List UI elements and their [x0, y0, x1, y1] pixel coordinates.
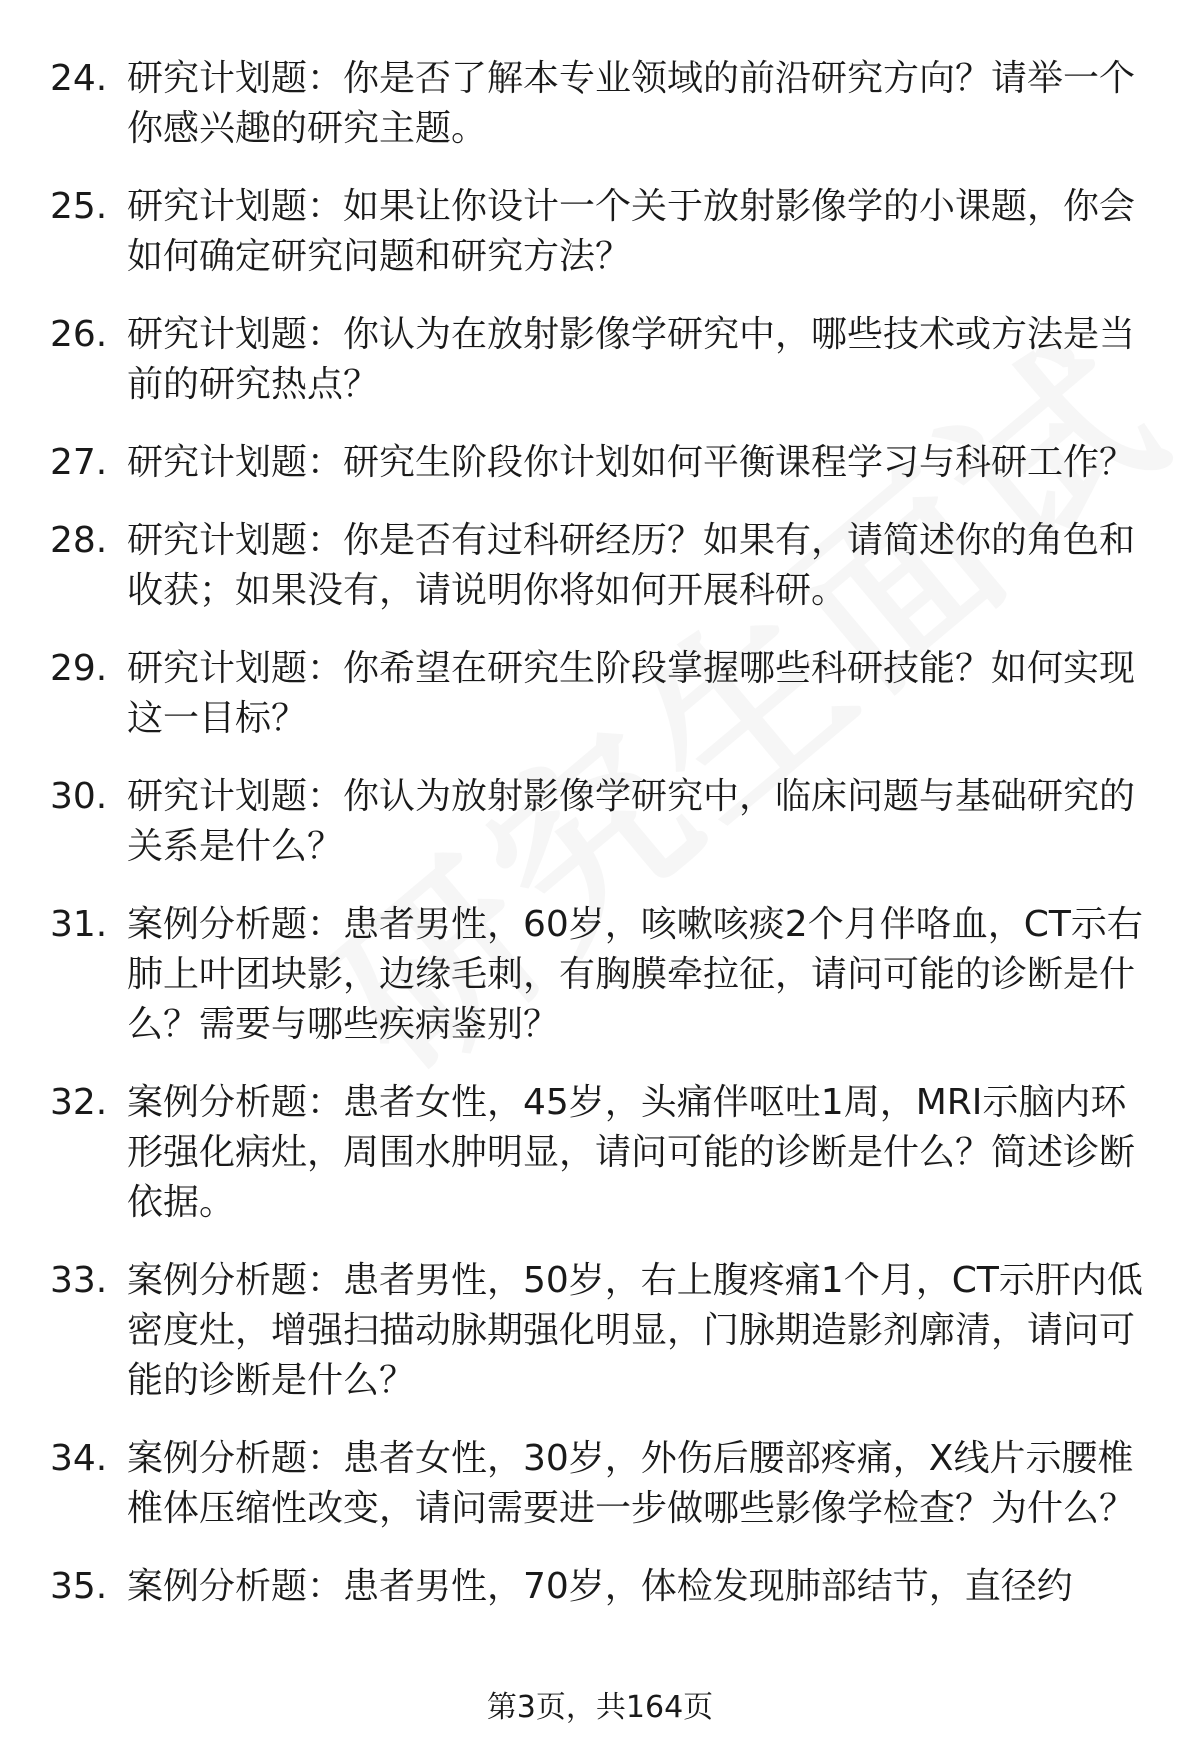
- question-text: 研究计划题：如果让你设计一个关于放射影像学的小课题，你会如何确定研究问题和研究方法？: [127, 186, 1136, 277]
- question-number: 25.: [50, 186, 108, 227]
- question-text: 研究计划题：你希望在研究生阶段掌握哪些科研技能？如何实现这一目标？: [127, 648, 1136, 739]
- question-text: 案例分析题：患者男性，60岁，咳嗽咳痰2个月伴咯血，CT示右肺上叶团块影，边缘毛刺，有胸膜牵拉征，请问可能的诊断是什么？需要与哪些疾病鉴别？: [127, 904, 1143, 1045]
- question-item: [50, 1434, 1160, 1534]
- question-text: 研究计划题：你认为放射影像学研究中，临床问题与基础研究的关系是什么？: [127, 776, 1136, 867]
- question-text: 研究计划题：你是否有过科研经历？如果有，请简述你的角色和收获；如果没有，请说明你将如何开展科研。: [127, 520, 1136, 611]
- question-item: [50, 644, 1160, 744]
- question-text: 研究计划题：研究生阶段你计划如何平衡课程学习与科研工作？: [127, 442, 1136, 483]
- question-number: 33.: [50, 1260, 108, 1301]
- page-footer: 第3页，共164页: [486, 1690, 714, 1725]
- question-number: 24.: [50, 58, 108, 99]
- question-number: 29.: [50, 648, 108, 689]
- question-item: [50, 1078, 1160, 1228]
- question-text: 案例分析题：患者女性，30岁，外伤后腰部疼痛，X线片示腰椎椎体压缩性改变，请问需要进一步做哪些影像学检查？为什么？: [127, 1438, 1136, 1529]
- question-list: [50, 54, 1160, 1640]
- question-item: [50, 54, 1160, 154]
- question-item: [50, 772, 1160, 872]
- question-text: 案例分析题：患者男性，50岁，右上腹疼痛1个月，CT示肝内低密度灶，增强扫描动脉期强化明显，门脉期造影剂廓清，请问可能的诊断是什么？: [127, 1260, 1143, 1401]
- question-text: 研究计划题：你是否了解本专业领域的前沿研究方向？请举一个你感兴趣的研究主题。: [127, 58, 1136, 149]
- question-number: 27.: [50, 442, 108, 483]
- question-number: 32.: [50, 1082, 108, 1123]
- question-number: 26.: [50, 314, 108, 355]
- question-text: 案例分析题：患者男性，70岁，体检发现肺部结节，直径约: [127, 1566, 1073, 1607]
- question-item: [50, 1562, 1160, 1612]
- question-number: 35.: [50, 1566, 108, 1607]
- question-text: 研究计划题：你认为在放射影像学研究中，哪些技术或方法是当前的研究热点？: [127, 314, 1136, 405]
- question-item: [50, 516, 1160, 616]
- question-item: [50, 438, 1160, 488]
- question-number: 28.: [50, 520, 108, 561]
- question-number: 34.: [50, 1438, 108, 1479]
- question-item: [50, 310, 1160, 410]
- question-item: [50, 1256, 1160, 1406]
- question-item: [50, 900, 1160, 1050]
- question-text: 案例分析题：患者女性，45岁，头痛伴呕吐1周，MRI示脑内环形强化病灶，周围水肿明显，请问可能的诊断是什么？简述诊断依据。: [127, 1082, 1136, 1223]
- question-number: 31.: [50, 904, 108, 945]
- question-item: [50, 182, 1160, 282]
- question-number: 30.: [50, 776, 108, 817]
